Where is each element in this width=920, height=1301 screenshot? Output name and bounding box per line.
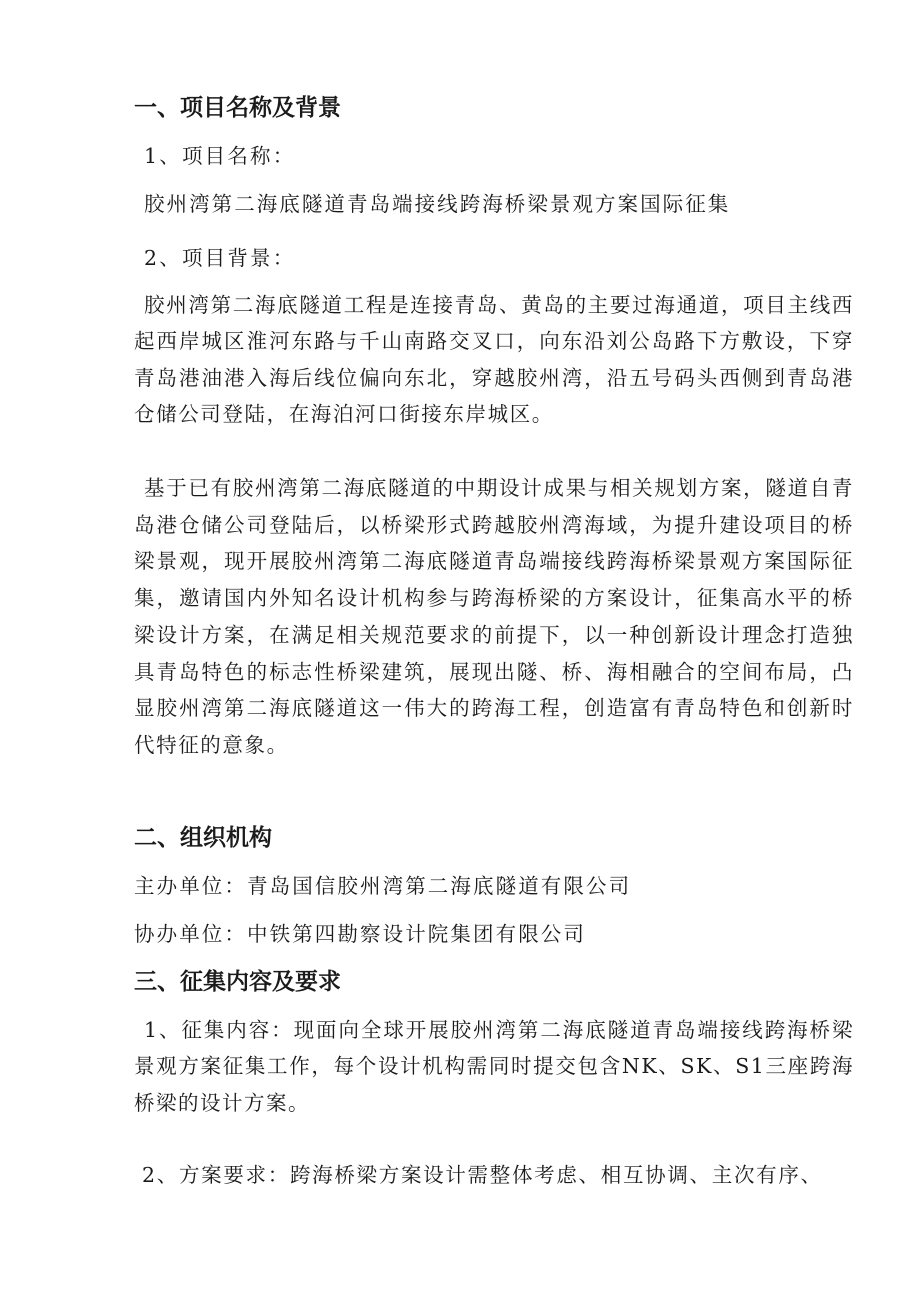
scheme-requirements-paragraph: 2、方案要求：跨海桥梁方案设计需整体考虑、相互协调、主次有序、 bbox=[142, 1163, 823, 1187]
project-name-text: 胶州湾第二海底隧道青岛端接线跨海桥梁景观方案国际征集 bbox=[144, 192, 731, 216]
organizer-line: 主办单位：青岛国信胶州湾第二海底隧道有限公司 bbox=[134, 874, 632, 898]
co-organizer-line: 协办单位：中铁第四勘察设计院集团有限公司 bbox=[134, 922, 586, 946]
collection-content-paragraph: 1、征集内容：现面向全球开展胶州湾第二海底隧道青岛端接线跨海桥梁景观方案征集工作，每个设计机构需同时提交包含NK、SK、S1三座跨海桥梁的设计方案。 bbox=[134, 1018, 854, 1115]
background-paragraph-1: 胶州湾第二海底隧道工程是连接青岛、黄岛的主要过海通道，项目主线西起西岸城区淮河东路与千山南路交叉口，向东沿刘公岛路下方敷设，下穿青岛港油港入海后线位偏向东北，穿越胶州湾，沿五号码头西侧到青岛港仓储公司登陆，在海泊河口街接东岸城区。 bbox=[134, 293, 854, 427]
section-heading-project-background: 一、项目名称及背景 bbox=[134, 95, 341, 121]
section-heading-organization: 二、组织机构 bbox=[134, 825, 272, 851]
section-heading-requirements: 三、征集内容及要求 bbox=[134, 969, 341, 995]
item-project-name-label: 1、项目名称： bbox=[144, 144, 296, 168]
background-paragraph-2: 基于已有胶州湾第二海底隧道的中期设计成果与相关规划方案，隧道自青岛港仓储公司登陆后，以桥梁形式跨越胶州湾海域，为提升建设项目的桥梁景观，现开展胶州湾第二海底隧道青岛端接线跨海桥梁景观方案国际征集，邀请国内外知名设计机构参与跨海桥梁的方案设计，征集高水平的桥梁设计方案，在满足相关规范要求的前提下，以一种创新设计理念打造独具青岛特色的标志性桥梁建筑，展现出隧、桥、海相融合的空间布局，凸显胶州湾第二海底隧道这一伟大的跨海工程，创造富有青岛特色和创新时代特征的意象。 bbox=[134, 476, 854, 757]
item-project-background-label: 2、项目背景： bbox=[144, 246, 296, 270]
